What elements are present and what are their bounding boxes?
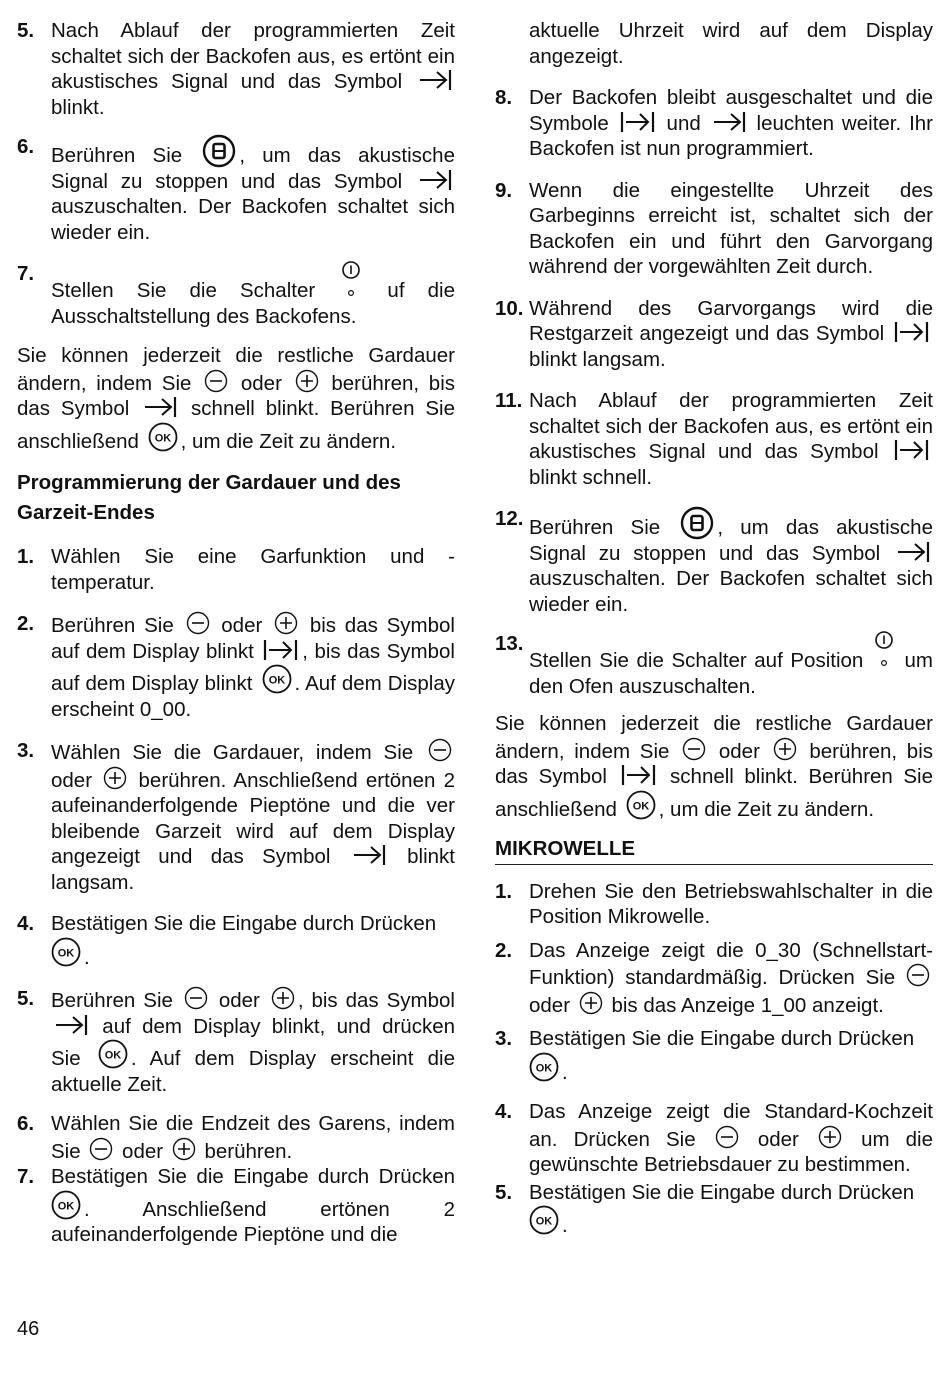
- minus-icon: [715, 1125, 739, 1149]
- duration-arrow-icon: [894, 439, 930, 461]
- list-item: [495, 879, 933, 930]
- item-text: bis das Symbol auf dem Display blinkt: [51, 614, 455, 663]
- item-text: Das Anzeige zeigt die Standard-Kochzeit an. Drücken Sie: [529, 1100, 933, 1151]
- left-column: [17, 18, 455, 1248]
- minus-icon: [682, 737, 706, 761]
- item-text: oder: [529, 993, 571, 1017]
- item-number: 10.: [495, 296, 524, 320]
- item-text: auf dem Display blinkt, und drücken Sie: [51, 1014, 455, 1070]
- item-text: .: [562, 1060, 568, 1084]
- ok-icon: [529, 1052, 559, 1082]
- duration-arrow-icon: [620, 111, 656, 133]
- item-text: . Auf dem Display erscheint die aktuelle Zeit.: [51, 1047, 455, 1096]
- list-item: [495, 506, 933, 617]
- item-text: Berühren Sie: [529, 516, 661, 539]
- list-item: [495, 85, 933, 162]
- plus-icon: [172, 1137, 196, 1161]
- item-text: auszuschalten. Der Backofen schaltet sich wieder ein.: [529, 567, 933, 616]
- paragraph-text: berühren, bis das Symbol: [17, 371, 455, 420]
- plus-icon: [274, 611, 298, 635]
- item-text: um die gewünschte Betriebsdauer zu bestimmen.: [529, 1127, 933, 1176]
- list-item: [495, 1026, 933, 1085]
- item-text: bis das Anzeige 1_00 anzeigt.: [611, 993, 884, 1017]
- off-position-icon: [341, 261, 361, 301]
- paragraph-text: Sie können jederzeit die restliche Gardauer ändern, indem Sie: [495, 712, 933, 763]
- item-number: 7.: [17, 262, 35, 285]
- item-text: , bis das Symbol auf dem Display blinkt: [51, 639, 455, 695]
- item-text: Bestätigen Sie die Eingabe durch Drücken: [51, 1165, 455, 1188]
- plus-icon: [271, 986, 295, 1010]
- list-item: [17, 1164, 455, 1248]
- item-text: leuchten weiter. Ihr Backofen ist nun programmiert.: [529, 111, 933, 160]
- ok-icon: [98, 1039, 128, 1069]
- right-column: [495, 18, 933, 1239]
- duration-arrow-icon: [621, 764, 657, 786]
- off-position-icon: [874, 631, 894, 671]
- item-number: 4.: [17, 912, 35, 935]
- item-number: 5.: [495, 1180, 513, 1204]
- item-text: Nach Ablauf der programmierten Zeit schaltet sich der Backofen aus, es ertönt ein akustisches Signal und das Symbol: [529, 389, 933, 463]
- list-item: [17, 911, 455, 970]
- item-number: 9.: [495, 178, 513, 202]
- ok-icon: [529, 1205, 559, 1235]
- item-number: 6.: [17, 1112, 35, 1135]
- item-number: 11.: [495, 389, 523, 412]
- item-number: 4.: [495, 1100, 513, 1123]
- item-text: .: [562, 1214, 568, 1237]
- end-arrow-icon: [352, 844, 386, 866]
- stop-button-icon: [202, 134, 236, 168]
- item-text: oder: [122, 1139, 164, 1163]
- paragraph-text: schnell blinkt. Berühren Sie anschließend: [495, 765, 933, 821]
- plus-icon: [103, 766, 127, 790]
- list-item: [17, 1111, 455, 1164]
- minus-icon: [906, 963, 930, 987]
- item-text: oder: [218, 989, 260, 1012]
- list-item: [17, 261, 455, 329]
- item-text: blinkt langsam.: [529, 347, 666, 371]
- minus-icon: [204, 369, 228, 393]
- item-text: aktuelle Uhrzeit wird auf dem Display angezeigt.: [529, 19, 933, 68]
- paragraph-text: , um die Zeit zu ändern.: [658, 797, 875, 821]
- list-item: [495, 388, 933, 490]
- list-item-continuation: [495, 18, 933, 69]
- item-text: berühren. Anschließend ertönen 2 aufeinanderfolgende Pieptöne und die ver bleibende Garzeit wird auf dem Display angezeigt und das Symbol: [51, 768, 456, 868]
- stop-button-icon: [680, 506, 714, 540]
- item-text: oder: [51, 768, 93, 792]
- plus-icon: [579, 991, 603, 1015]
- ok-icon: [262, 664, 292, 694]
- paragraph-text: berühren, bis das Symbol: [495, 739, 933, 788]
- minus-icon: [184, 986, 208, 1010]
- end-arrow-icon: [896, 541, 930, 563]
- item-number: 1.: [17, 545, 35, 568]
- item-text: blinkt langsam.: [51, 845, 455, 894]
- paragraph-text: , um die Zeit zu ändern.: [180, 429, 397, 453]
- item-text: uf die Ausschaltstellung des Backofens.: [51, 279, 455, 328]
- minus-icon: [428, 738, 452, 762]
- item-text: berühren.: [204, 1139, 293, 1163]
- item-text: Berühren Sie: [51, 989, 173, 1012]
- item-text: auszuschalten. Der Backofen schaltet sich wieder ein.: [51, 195, 455, 244]
- end-arrow-icon: [712, 111, 746, 133]
- end-arrow-icon: [418, 69, 452, 91]
- list-item: [17, 18, 455, 120]
- item-text: , bis das Symbol: [297, 989, 455, 1012]
- item-text: Während des Garvorgangs wird die Restgarzeit angezeigt und das Symbol: [529, 296, 933, 345]
- item-text: und: [666, 111, 701, 135]
- item-text: Bestätigen Sie die Eingabe durch Drücken: [51, 912, 437, 935]
- duration-arrow-icon: [894, 321, 930, 343]
- item-text: .: [84, 945, 90, 969]
- item-text: Der Backofen bleibt ausgeschaltet und die Symbole: [529, 86, 933, 135]
- item-text: blinkt.: [51, 95, 105, 119]
- item-text: . Auf dem Display erscheint 0_00.: [51, 672, 455, 721]
- paragraph-text: oder: [240, 371, 282, 395]
- list-item: [17, 611, 455, 722]
- item-text: Nach Ablauf der programmierten Zeit schaltet sich der Backofen aus, es ertönt ein akustisches Signal und das Symbol: [51, 19, 455, 93]
- section-heading: Programmierung der Gardauer und des Garzeit-Endes: [17, 471, 401, 524]
- item-text: oder: [757, 1127, 799, 1151]
- item-text: Wenn die eingestellte Uhrzeit des Garbeginns erreicht ist, schaltet sich der Backofen ein und führt den Garvorgang während der vorgewählten Zeit durch.: [529, 178, 933, 278]
- paragraph-text: schnell blinkt. Berühren Sie anschließend: [17, 397, 455, 453]
- page-number: 46: [17, 1318, 40, 1340]
- minus-icon: [186, 611, 210, 635]
- list-item: [17, 738, 455, 895]
- item-text: oder: [221, 614, 263, 637]
- item-text: Stellen Sie die Schalter: [51, 279, 316, 302]
- item-text: Wählen Sie eine Garfunktion und -temperatur.: [51, 545, 455, 594]
- list-item: [495, 1099, 933, 1178]
- item-number: 2.: [495, 938, 513, 962]
- item-number: 1.: [495, 879, 513, 903]
- item-number: 5.: [17, 19, 35, 42]
- ok-icon: [626, 790, 656, 820]
- item-number: 6.: [17, 135, 35, 158]
- list-item: [495, 296, 933, 373]
- end-arrow-icon: [143, 396, 177, 418]
- item-text: blinkt schnell.: [529, 465, 653, 489]
- list-item: [495, 938, 933, 1019]
- item-text: Berühren Sie: [51, 614, 174, 637]
- minus-icon: [89, 1137, 113, 1161]
- item-number: 13.: [495, 632, 524, 655]
- item-text: Das Anzeige zeigt die 0_30 (Schnellstart-Funktion) standardmäßig. Drücken Sie: [529, 938, 933, 989]
- item-text: Wählen Sie die Gardauer, indem Sie: [51, 741, 414, 764]
- section-title: MIKROWELLE: [495, 836, 933, 865]
- plus-icon: [818, 1125, 842, 1149]
- item-text: , um das akustische Signal zu stoppen und das Symbol: [529, 516, 933, 565]
- plus-icon: [773, 737, 797, 761]
- item-text: Stellen Sie die Schalter auf Position: [529, 649, 864, 672]
- item-number: 7.: [17, 1165, 35, 1188]
- item-text: . Anschließend ertönen 2 aufeinanderfolgende Pieptöne und die: [51, 1197, 455, 1246]
- list-item: [17, 544, 455, 595]
- list-item: [495, 631, 933, 699]
- item-number: 8.: [495, 86, 513, 109]
- item-text: Wählen Sie die Endzeit des Garens, indem Sie: [51, 1112, 455, 1163]
- list-item: [17, 986, 455, 1097]
- item-text: , um das akustische Signal zu stoppen und das Symbol: [51, 144, 455, 193]
- list-item: [17, 134, 455, 245]
- list-item: [495, 178, 933, 280]
- info-paragraph: [495, 711, 933, 822]
- item-text: Bestätigen Sie die Eingabe durch Drücken: [529, 1180, 915, 1204]
- item-number: 2.: [17, 612, 35, 635]
- list-item: [495, 1180, 933, 1239]
- item-text: Berühren Sie: [51, 144, 183, 167]
- item-number: 12.: [495, 507, 524, 530]
- item-number: 3.: [17, 739, 35, 762]
- ok-icon: [51, 937, 81, 967]
- item-text: Drehen Sie den Betriebswahlschalter in die Position Mikrowelle.: [529, 879, 933, 928]
- paragraph-text: oder: [718, 739, 760, 763]
- plus-icon: [295, 369, 319, 393]
- info-paragraph: [17, 343, 455, 454]
- ok-icon: [148, 422, 178, 452]
- item-number: 5.: [17, 987, 35, 1010]
- duration-arrow-icon: [263, 639, 299, 661]
- paragraph-text: Sie können jederzeit die restliche Gardauer ändern, indem Sie: [17, 344, 455, 395]
- item-number: 3.: [495, 1027, 513, 1050]
- end-arrow-icon: [54, 1014, 88, 1036]
- end-arrow-icon: [418, 169, 452, 191]
- item-text: um den Ofen auszuschalten.: [529, 649, 933, 698]
- ok-icon: [51, 1190, 81, 1220]
- item-text: Bestätigen Sie die Eingabe durch Drücken: [529, 1027, 915, 1050]
